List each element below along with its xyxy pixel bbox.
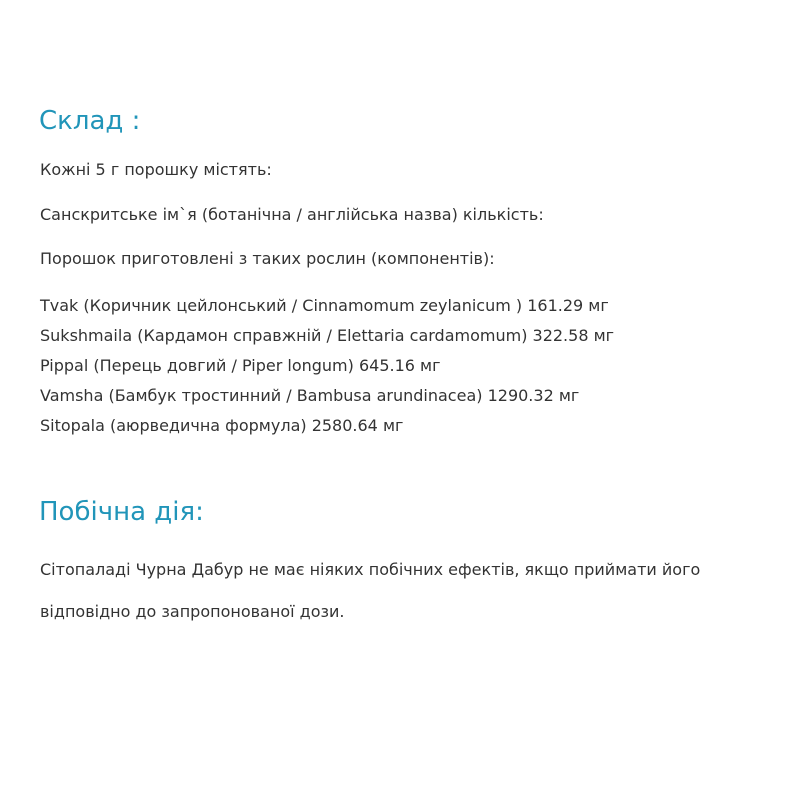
composition-heading: Склад :	[39, 106, 141, 136]
composition-intro: Кожні 5 г порошку містять:	[40, 160, 272, 179]
ingredient-item: Pippal (Перець довгий / Piper longum) 645.16 мг	[40, 356, 441, 375]
plants-header: Порошок приготовлені з таких рослин (компонентів):	[40, 249, 495, 268]
ingredient-item: Sitopala (аюрведична формула) 2580.64 мг	[40, 416, 404, 435]
ingredient-item: Vamsha (Бамбук тростинний / Bambusa arundinacea) 1290.32 мг	[40, 386, 580, 405]
ingredient-item: Tvak (Коричник цейлонський / Cinnamomum zeylanicum ) 161.29 мг	[40, 296, 609, 315]
side-effects-text: Сітопаладі Чурна Дабур не має ніяких побічних ефектів, якщо приймати його відповідно до запропонованої дози.	[40, 560, 701, 621]
ingredient-list	[40, 293, 614, 443]
side-effects-heading: Побічна дія:	[39, 497, 204, 527]
names-header: Санскритське ім`я (ботанічна / англійська назва) кількість:	[40, 205, 544, 224]
ingredient-item: Sukshmaila (Кардамон справжній / Elettaria cardamomum) 322.58 мг	[40, 326, 615, 345]
